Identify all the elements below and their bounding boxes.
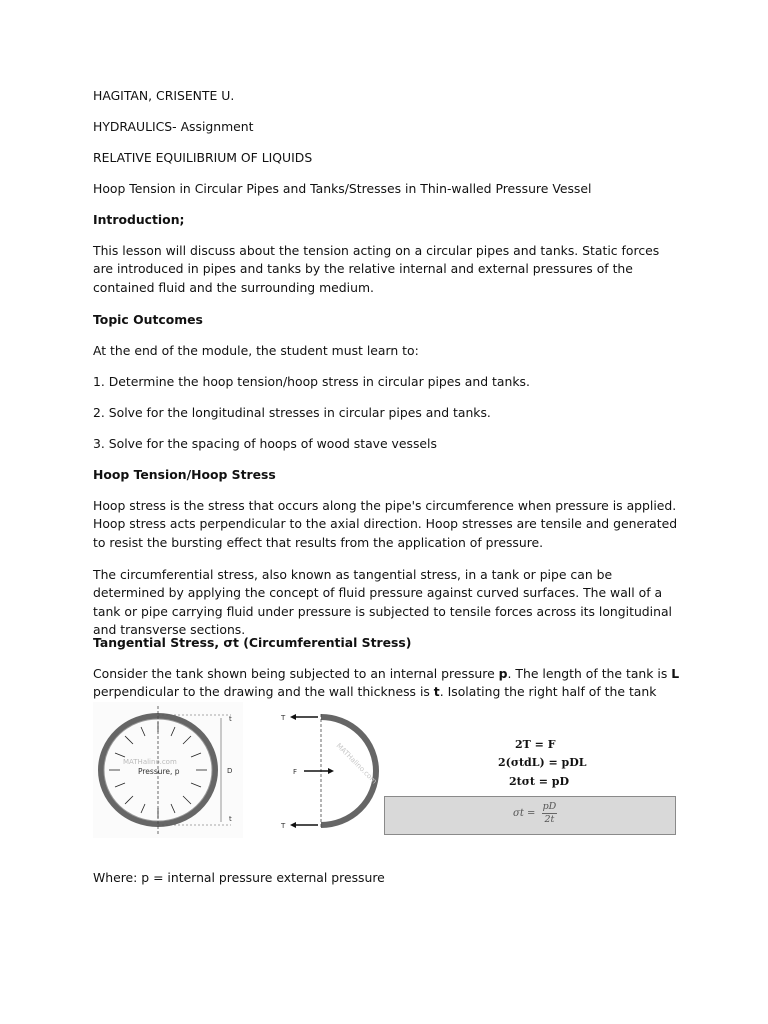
intro-heading: Introduction; <box>93 212 185 227</box>
label-t-top: t <box>229 715 232 723</box>
tangential-heading: Tangential Stress, σt (Circumferential Stress) <box>93 635 412 650</box>
tank-diagram <box>93 702 243 838</box>
outcome-item: 3. Solve for the spacing of hoops of wood stave vessels <box>93 436 437 451</box>
where-text: Where: p = internal pressure external pressure <box>93 870 385 885</box>
label-t-bottom: t <box>229 815 232 823</box>
outcome-item: 2. Solve for the longitudinal stresses in circular pipes and tanks. <box>93 405 491 420</box>
label-D: D <box>227 767 233 775</box>
equation-3: 2tσt = pD <box>509 775 570 788</box>
course-title: HYDRAULICS- Assignment <box>93 119 254 134</box>
intro-paragraph: This lesson will discuss about the tension acting on a circular pipes and tanks. Static forces are introduced in pipes and tanks by the relative internal and external pressures of the contained fluid and the surrounding medium. <box>93 243 660 295</box>
hoop-heading: Hoop Tension/Hoop Stress <box>93 467 276 482</box>
equation-1: 2T = F <box>515 738 556 751</box>
topic-title: Hoop Tension in Circular Pipes and Tanks/Stresses in Thin-walled Pressure Vessel <box>93 181 592 196</box>
outcome-item: 1. Determine the hoop tension/hoop stress in circular pipes and tanks. <box>93 374 530 389</box>
watermark-text: MATHalino.com <box>334 741 379 786</box>
tangential-paragraph: Consider the tank shown being subjected to an internal pressure p. The length of the tank is L perpendicular to the drawing and the wall thickness is t. Isolating the right half of the tank <box>93 666 680 700</box>
pressure-label: Pressure, p <box>138 767 180 776</box>
outcomes-heading: Topic Outcomes <box>93 312 203 327</box>
hoop-stress-formula: σt = $\frac{pD}{2t}$ <box>513 801 557 825</box>
equation-2: 2(σtdL) = pDL <box>498 756 587 769</box>
hoop-paragraph-2: The circumferential stress, also known as tangential stress, in a tank or pipe can be determined by applying the concept of fluid pressure against curved surfaces. The wall of a tank or pipe carrying fluid under pressure is subjected to tensile forces across its longitudinal and transverse sections. <box>93 567 672 638</box>
author-name: HAGITAN, CRISENTE U. <box>93 88 235 103</box>
hoop-paragraph-1: Hoop stress is the stress that occurs along the pipe's circumference when pressure is applied. Hoop stress acts perpendicular to the axial direction. Hoop stresses are tensile and generated to resist the bursting effect that results from the application of pressure. <box>93 498 678 550</box>
label-T-bottom: T <box>281 822 286 830</box>
watermark-text: MATHalino.com <box>123 758 177 766</box>
chapter-title: RELATIVE EQUILIBRIUM OF LIQUIDS <box>93 150 313 165</box>
outcomes-intro: At the end of the module, the student must learn to: <box>93 343 419 358</box>
label-F: F <box>293 768 298 776</box>
half-tank-diagram <box>278 710 383 840</box>
figure-area <box>93 700 683 845</box>
label-T-top: T <box>281 714 286 722</box>
formula-box <box>384 796 676 835</box>
